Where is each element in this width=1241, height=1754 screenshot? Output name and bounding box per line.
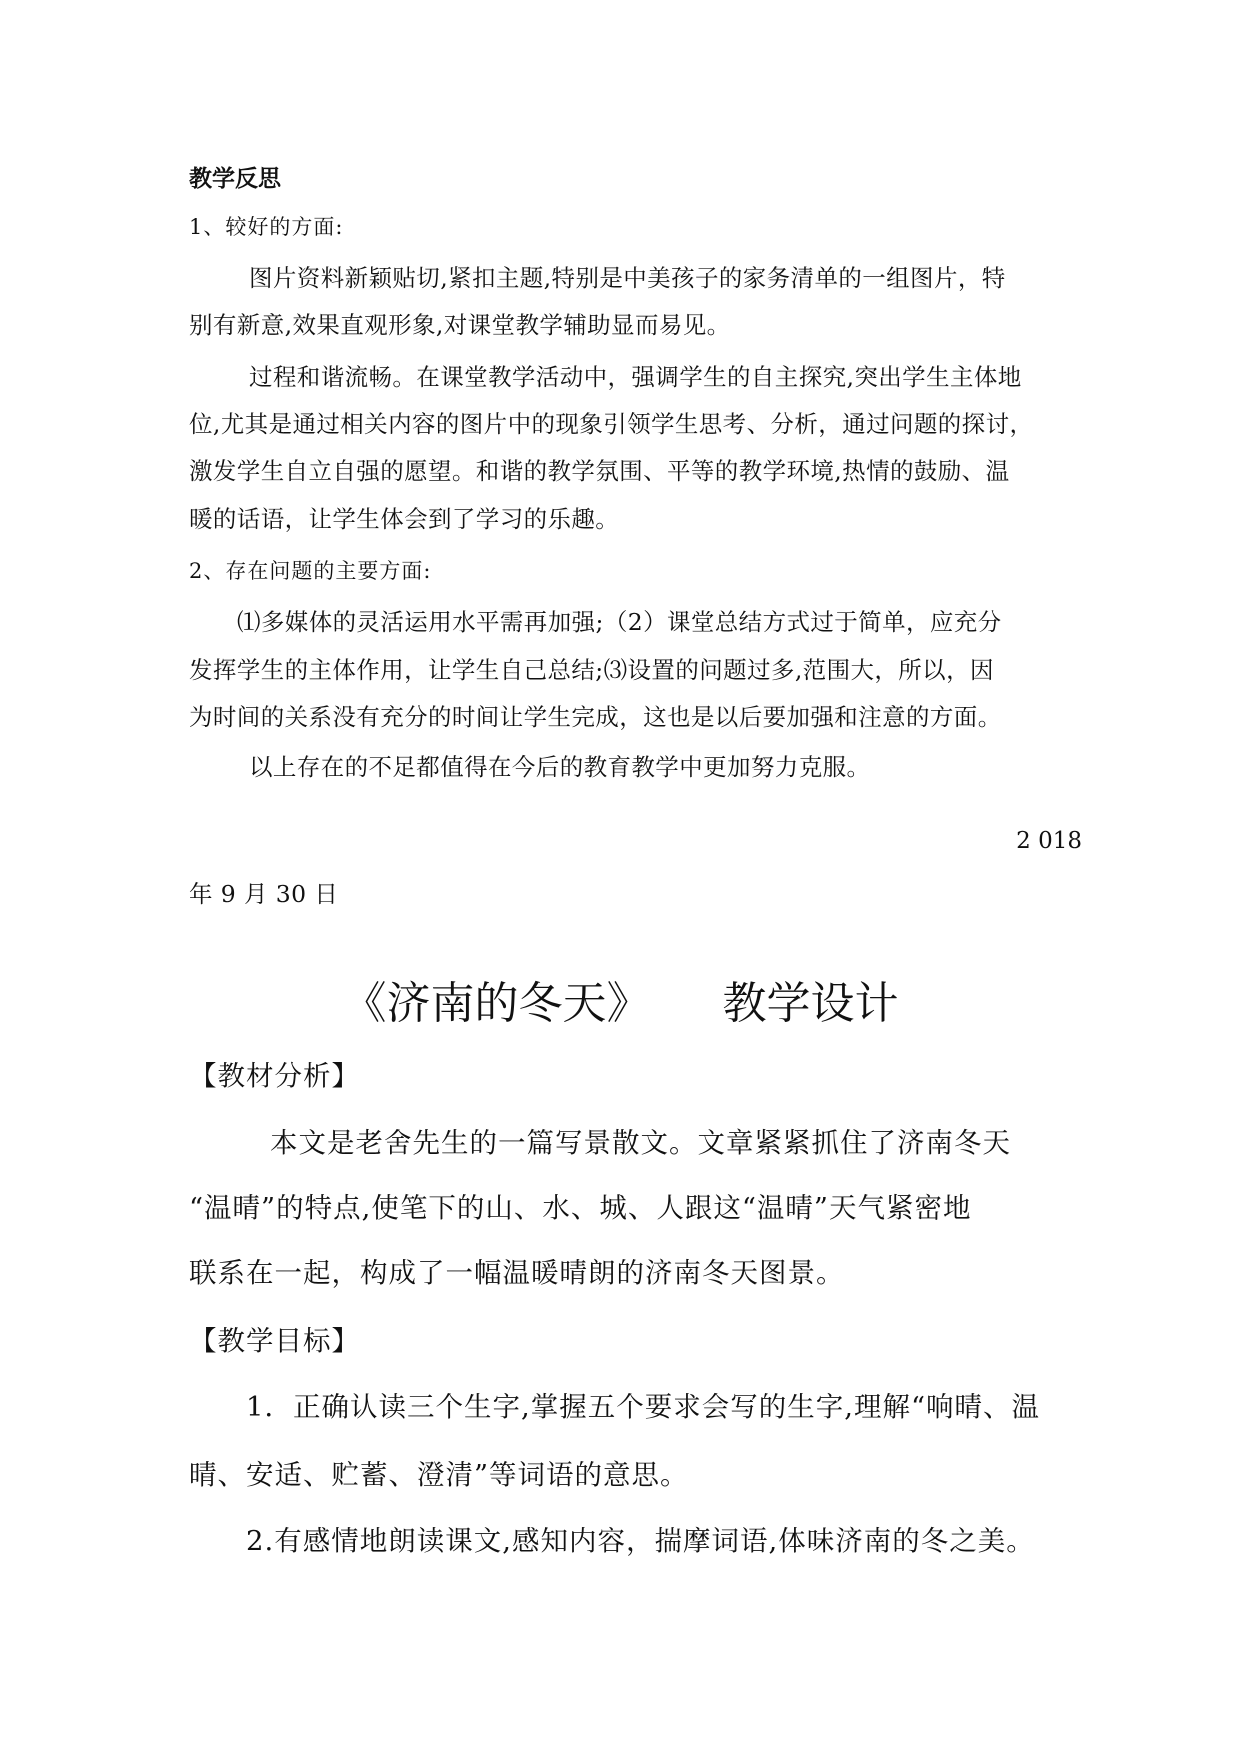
good-p1-line-2: 别有新意,效果直观形象,对课堂教学辅助显而易见。 (189, 311, 731, 339)
design-title (0, 967, 1241, 1031)
goal2-line: 2.有感情地朗读课文,感知内容，揣摩词语,体味济南的冬之美。 (246, 1525, 1035, 1557)
good-p2-line-4: 暖的话语，让学生体会到了学习的乐趣。 (189, 505, 620, 533)
good-p2-line-1: 过程和谐流畅。在课堂教学活动中，强调学生的自主探究,突出学生主体地 (249, 363, 1022, 391)
good-p2-line-2: 位,尤其是通过相关内容的图片中的现象引领学生思考、分析，通过问题的探讨， (189, 410, 1034, 438)
analysis-line-2: “温晴”的特点,使笔下的山、水、城、人跟这“温晴”天气紧密地 (189, 1192, 972, 1224)
problems-title: 2、存在问题的主要方面: (189, 559, 432, 583)
problems-line-2: 发挥学生的主体作用，让学生自己总结;⑶设置的问题过多,范围大，所以，因 (189, 656, 994, 684)
good-aspects-title: 1、较好的方面: (189, 215, 344, 239)
goals-heading: 【教学目标】 (189, 1325, 360, 1357)
closing-line: 以上存在的不足都值得在今后的教育教学中更加努力克服。 (249, 753, 871, 781)
analysis-heading: 【教材分析】 (189, 1060, 360, 1092)
problems-line-1: ⑴多媒体的灵活运用水平需再加强;（2）课堂总结方式过于简单，应充分 (237, 608, 1002, 636)
design-title-left: 《济南的冬天》 (342, 978, 651, 1029)
design-title-right: 教学设计 (722, 978, 899, 1029)
analysis-line-1: 本文是老舍先生的一篇写景散文。文章紧紧抓住了济南冬天 (270, 1127, 1011, 1159)
reflection-heading: 教学反思 (189, 166, 281, 192)
date-year: 2 018 (1016, 828, 1082, 854)
date-rest: 年 9 月 30 日 (189, 880, 339, 908)
goal1-line-1: 1．正确认读三个生字,掌握五个要求会写的生字,理解“响晴、温 (246, 1391, 1041, 1423)
good-p2-line-3: 激发学生自立自强的愿望。和谐的教学氛围、平等的教学环境,热情的鼓励、温 (189, 457, 1010, 485)
good-p1-line-1: 图片资料新颖贴切,紧扣主题,特别是中美孩子的家务清单的一组图片，特 (249, 264, 1006, 292)
analysis-line-3: 联系在一起，构成了一幅温暖晴朗的济南冬天图景。 (189, 1257, 845, 1289)
problems-line-3: 为时间的关系没有充分的时间让学生完成，这也是以后要加强和注意的方面。 (189, 703, 1002, 731)
goal1-line-2: 晴、安适、贮蓄、澄清”等词语的意思。 (189, 1459, 689, 1491)
